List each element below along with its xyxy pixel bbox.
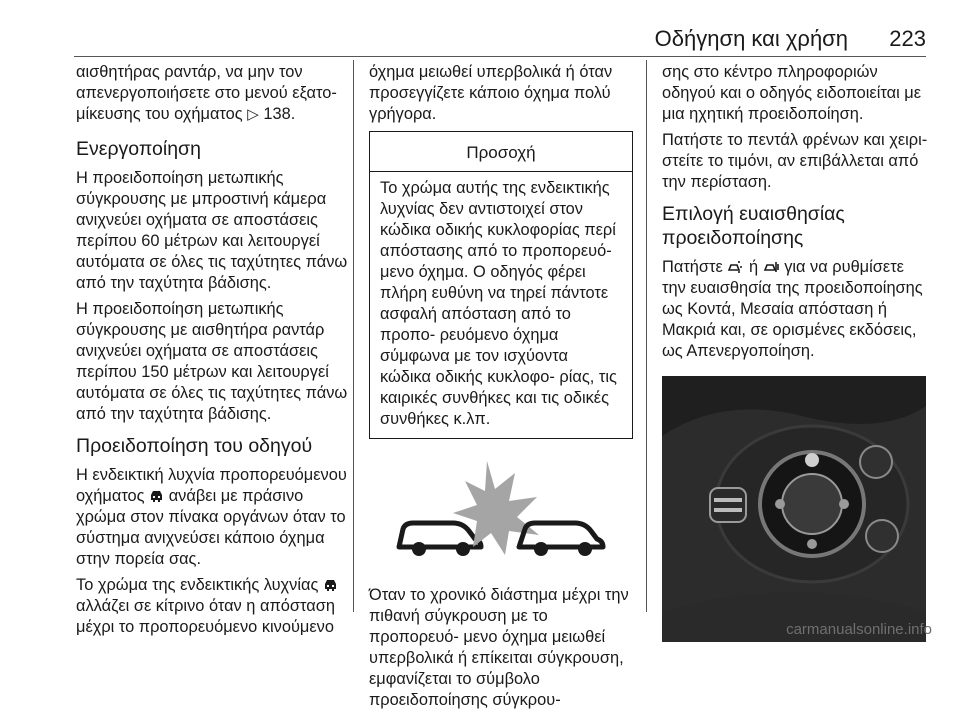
vehicle-ahead-icon — [149, 489, 164, 503]
approaching-car-icon — [399, 523, 481, 556]
column-divider-2 — [646, 60, 647, 612]
paragraph-sensitivity: Πατήστε ή για να ρυθμίσετε την ευαισθησία της προειδοποίησης ως Κοντά, Μεσαία απόσταση ή Μακριά και, σε ορισμένες εκδόσεις, ως Απενεργοποίηση. — [662, 258, 923, 360]
header-divider — [74, 56, 926, 57]
paragraph-camera: Η προειδοποίηση μετωπικής σύγκρουσης με μπροστινή κάμερα ανιχνεύει οχήματα σε αποστάσεις περίπου 60 μέτρων και λειτουργεί αυτόματα σε όλες τις ταχύτητες πάνω από την ταχύτητα βάδισης. — [76, 169, 348, 292]
page-reference-arrow-icon: ▷ — [247, 106, 259, 123]
column-divider-1 — [353, 60, 354, 612]
paragraph-collision-time: Όταν το χρονικό διάστημα μέχρι την πιθανή σύγκρουση με το προπορευό- μενο όχημα μειωθεί υπερβολικά ή επίκειται σύγκρουση, εμφανίζεται το σύμβολο προειδοποίησης σύγκρου- — [369, 586, 629, 709]
lower-right-button — [866, 520, 898, 552]
paragraph-indicator-color: Το χρώμα της ενδεικτικής λυχνίας αλλάζει σε κίτρινο όταν η απόσταση μέχρι το προπορευόμενο κινούμενο — [76, 575, 348, 638]
follow-distance-decrease-icon — [727, 260, 744, 274]
caution-title: Προσοχή — [370, 132, 632, 172]
column-1 — [76, 62, 348, 643]
heading-activation: Ενεργοποίηση — [76, 138, 201, 160]
heading-driver-warning: Προειδοποίηση του οδηγού — [76, 435, 313, 457]
left-thumb-roller — [710, 488, 746, 522]
caution-box — [369, 131, 633, 439]
intro-paragraph: αισθητήρας ραντάρ, να μην τον απενεργοποιήσετε στο μενού εξατο- μίκευσης του οχήματος ▷ 138. — [76, 63, 337, 123]
column-3 — [662, 62, 930, 642]
paragraph-continuation-3: σης στο κέντρο πληροφοριών οδηγού και ο οδηγός ειδοποιείται με μια ηχητική προειδοποίηση. — [662, 63, 922, 123]
caution-body: Το χρώμα αυτής της ενδεικτικής λυχνίας δεν αντιστοιχεί στον κώδικα οδικής κυκλοφορίας περί απόστασης από το προπορευό- μενο όχημα. Ο οδηγός φέρει πλήρη ευθύνη να τηρεί πάντοτε ασφαλή απόσταση από το προπο- ρευόμενο όχημα σύμφωνα με τον ισχύοντα κώδικα οδικής κυκλοφο- ρίας, τις καιρικές συνθήκες και τις οδικές συνθήκες κ.λπ. — [380, 179, 617, 428]
running-title: Οδήγηση και χρήση — [654, 26, 848, 51]
paragraph-continuation: όχημα μειωθεί υπερβολικά ή όταν προσεγγίζετε κάποιο όχημα πολύ γρήγορα. — [369, 63, 613, 123]
follow-distance-increase-icon — [763, 260, 780, 274]
paragraph-indicator-lamp: Η ενδεικτική λυχνία προπορευόμενου οχήματος ανάβει με πράσινο χρώμα στον πίνακα οργάνων όταν το σύστημα ανιχνεύσει κάποιο όχημα στην πορεία σας. — [76, 466, 347, 568]
upper-right-button — [860, 446, 892, 478]
paragraph-brake: Πατήστε το πεντάλ φρένων και χειρι- στείτε το τιμόνι, αν επιβάλλεται από την περίσταση. — [662, 131, 928, 191]
watermark: carmanualsonline.info — [786, 621, 932, 638]
page-header — [0, 0, 960, 60]
heading-sensitivity: Επιλογή ευαισθησίας προειδοποίησης — [662, 203, 845, 249]
column-2 — [369, 62, 637, 716]
page-reference-link[interactable]: 138. — [263, 105, 296, 123]
steering-wheel-controls-photo — [662, 376, 926, 642]
page-number: 223 — [889, 26, 926, 51]
paragraph-radar: Η προειδοποίηση μετωπικής σύγκρουσης με αισθητήρα ραντάρ ανιχνεύει οχήματα σε αποστάσεις περίπου 150 μέτρων και λειτουργεί αυτόματα σε όλες τις ταχύτητες πάνω από την ταχύτητα βάδισης. — [76, 300, 348, 423]
collision-burst-icon — [453, 461, 539, 555]
vehicle-ahead-car-icon — [519, 523, 603, 556]
collision-warning-illustration — [369, 455, 631, 565]
vehicle-ahead-icon — [323, 578, 338, 592]
